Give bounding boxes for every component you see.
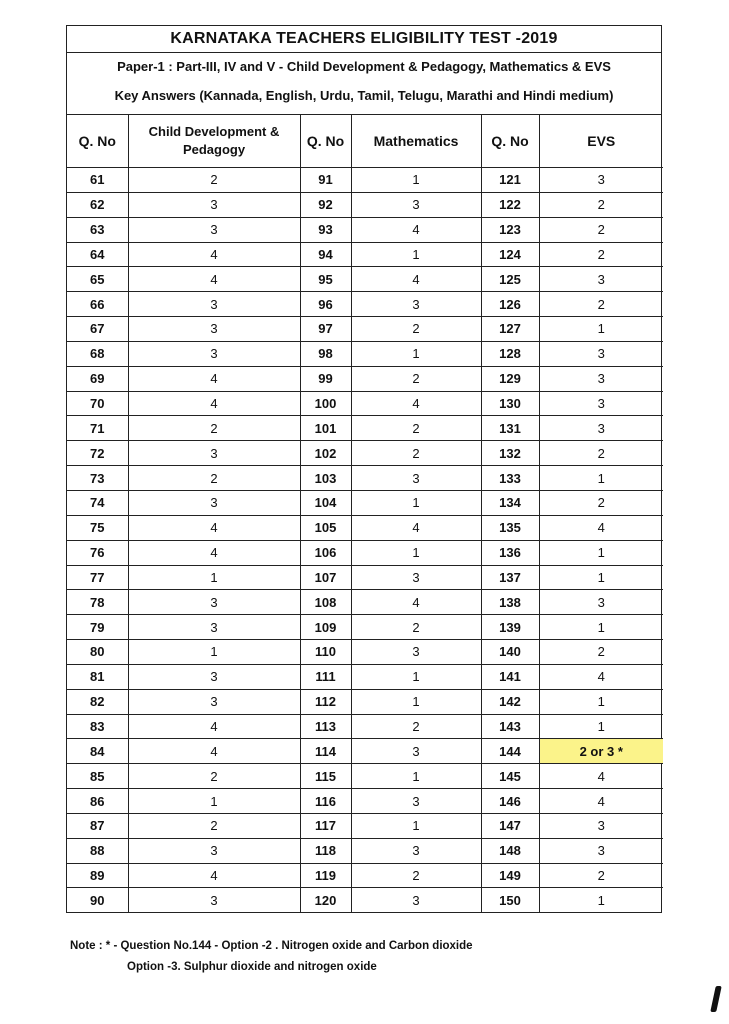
cell-qno-evs: 135: [481, 515, 539, 540]
cell-qno-cdp: 86: [67, 789, 128, 814]
answer-table: [67, 115, 663, 912]
cell-ans-evs: 1: [539, 565, 663, 590]
cell-qno-cdp: 72: [67, 441, 128, 466]
cell-qno-math: 95: [300, 267, 351, 292]
cell-ans-cdp: 4: [128, 242, 300, 267]
cell-ans-cdp: 1: [128, 565, 300, 590]
cell-ans-cdp: 3: [128, 317, 300, 342]
cell-qno-evs: 130: [481, 391, 539, 416]
cell-qno-evs: 132: [481, 441, 539, 466]
cell-qno-evs: 131: [481, 416, 539, 441]
cell-ans-evs: 4: [539, 515, 663, 540]
cell-ans-cdp: 2: [128, 168, 300, 193]
cell-ans-cdp: 4: [128, 366, 300, 391]
cell-ans-evs: 3: [539, 391, 663, 416]
cell-qno-math: 117: [300, 813, 351, 838]
cell-ans-math: 3: [351, 739, 481, 764]
cell-qno-math: 101: [300, 416, 351, 441]
cell-ans-evs: 2: [539, 192, 663, 217]
table-row: [67, 242, 663, 267]
cell-ans-cdp: 4: [128, 863, 300, 888]
cell-ans-cdp: 2: [128, 466, 300, 491]
cell-ans-evs: 1: [539, 540, 663, 565]
cell-qno-evs: 147: [481, 813, 539, 838]
cell-qno-evs: 145: [481, 764, 539, 789]
cell-qno-cdp: 61: [67, 168, 128, 193]
cell-qno-cdp: 62: [67, 192, 128, 217]
cell-qno-math: 105: [300, 515, 351, 540]
cell-ans-evs: 3: [539, 168, 663, 193]
cell-qno-math: 94: [300, 242, 351, 267]
cell-qno-cdp: 90: [67, 888, 128, 912]
cell-ans-evs: 2: [539, 863, 663, 888]
table-row: [67, 168, 663, 193]
cell-ans-math: 4: [351, 391, 481, 416]
paper-subtitle: Paper-1 : Part-III, IV and V - Child Development & Pedagogy, Mathematics & EVS: [117, 59, 611, 74]
cell-ans-math: 2: [351, 714, 481, 739]
cell-qno-cdp: 67: [67, 317, 128, 342]
cell-ans-cdp: 3: [128, 664, 300, 689]
cell-ans-math: 3: [351, 640, 481, 665]
cell-qno-cdp: 74: [67, 490, 128, 515]
cell-ans-evs: 1: [539, 317, 663, 342]
note-line-1: * - Question No.144 - Option -2 . Nitrogen oxide and Carbon dioxide: [105, 940, 473, 952]
cell-ans-math: 2: [351, 317, 481, 342]
table-row: [67, 416, 663, 441]
cell-qno-math: 97: [300, 317, 351, 342]
cell-ans-cdp: 2: [128, 764, 300, 789]
cell-qno-math: 98: [300, 341, 351, 366]
cell-ans-cdp: 4: [128, 391, 300, 416]
cell-ans-math: 2: [351, 366, 481, 391]
cell-qno-math: 96: [300, 292, 351, 317]
cell-qno-cdp: 75: [67, 515, 128, 540]
cell-ans-evs: 2: [539, 640, 663, 665]
cell-ans-evs: 1: [539, 714, 663, 739]
cell-qno-cdp: 77: [67, 565, 128, 590]
cell-ans-cdp: 4: [128, 267, 300, 292]
cell-ans-math: 1: [351, 689, 481, 714]
cell-qno-evs: 136: [481, 540, 539, 565]
table-row: [67, 615, 663, 640]
cell-qno-cdp: 68: [67, 341, 128, 366]
cell-ans-evs: 2: [539, 242, 663, 267]
table-row: [67, 341, 663, 366]
table-row: [67, 515, 663, 540]
cell-qno-cdp: 71: [67, 416, 128, 441]
cell-qno-math: 108: [300, 590, 351, 615]
cell-ans-cdp: 3: [128, 292, 300, 317]
cell-qno-math: 93: [300, 217, 351, 242]
cell-qno-math: 114: [300, 739, 351, 764]
cell-ans-math: 3: [351, 789, 481, 814]
cell-qno-math: 112: [300, 689, 351, 714]
cell-ans-math: 2: [351, 615, 481, 640]
cell-ans-evs: 1: [539, 888, 663, 912]
cell-ans-evs: 3: [539, 366, 663, 391]
cell-qno-cdp: 89: [67, 863, 128, 888]
cell-ans-math: 1: [351, 664, 481, 689]
table-row: [67, 466, 663, 491]
cell-qno-evs: 142: [481, 689, 539, 714]
cell-ans-cdp: 4: [128, 540, 300, 565]
cell-qno-math: 100: [300, 391, 351, 416]
cell-ans-evs-highlighted: 2 or 3 *: [539, 739, 663, 764]
cell-qno-cdp: 70: [67, 391, 128, 416]
header-child-development: Child Development & Pedagogy: [128, 115, 300, 168]
cell-qno-cdp: 88: [67, 838, 128, 863]
cell-ans-evs: 3: [539, 416, 663, 441]
cell-ans-evs: 3: [539, 590, 663, 615]
table-row: [67, 739, 663, 764]
cell-qno-math: 118: [300, 838, 351, 863]
note-line-2: Option -3. Sulphur dioxide and nitrogen oxide: [127, 961, 377, 973]
table-row: [67, 789, 663, 814]
cell-qno-evs: 122: [481, 192, 539, 217]
footnote: [70, 936, 473, 978]
cell-qno-math: 115: [300, 764, 351, 789]
cell-ans-math: 4: [351, 267, 481, 292]
note-label: Note :: [70, 940, 103, 952]
table-row: [67, 838, 663, 863]
cell-qno-evs: 148: [481, 838, 539, 863]
cell-ans-cdp: 4: [128, 515, 300, 540]
table-row: [67, 540, 663, 565]
cell-ans-cdp: 3: [128, 490, 300, 515]
header-qno-math: Q. No: [300, 115, 351, 168]
cell-ans-math: 4: [351, 515, 481, 540]
cell-ans-cdp: 3: [128, 590, 300, 615]
cell-ans-math: 3: [351, 466, 481, 491]
cell-ans-cdp: 3: [128, 615, 300, 640]
cell-qno-math: 109: [300, 615, 351, 640]
table-row: [67, 590, 663, 615]
cell-ans-math: 3: [351, 565, 481, 590]
cell-ans-cdp: 4: [128, 739, 300, 764]
cell-ans-cdp: 3: [128, 838, 300, 863]
header-qno-evs: Q. No: [481, 115, 539, 168]
cell-ans-math: 3: [351, 888, 481, 912]
cell-ans-cdp: 3: [128, 217, 300, 242]
cell-qno-evs: 123: [481, 217, 539, 242]
cell-ans-evs: 1: [539, 466, 663, 491]
table-row: [67, 714, 663, 739]
cell-qno-math: 92: [300, 192, 351, 217]
key-answers-line: Key Answers (Kannada, English, Urdu, Tamil, Telugu, Marathi and Hindi medium): [67, 81, 661, 115]
cell-qno-evs: 144: [481, 739, 539, 764]
cell-ans-cdp: 1: [128, 640, 300, 665]
cell-qno-cdp: 66: [67, 292, 128, 317]
table-row: [67, 441, 663, 466]
cell-qno-evs: 137: [481, 565, 539, 590]
header-qno-cdp: Q. No: [67, 115, 128, 168]
cell-ans-evs: 2: [539, 441, 663, 466]
table-row: [67, 689, 663, 714]
cell-ans-evs: 4: [539, 789, 663, 814]
table-row: [67, 217, 663, 242]
cell-ans-math: 3: [351, 838, 481, 863]
cell-ans-evs: 2: [539, 217, 663, 242]
cell-qno-math: 116: [300, 789, 351, 814]
cell-qno-cdp: 69: [67, 366, 128, 391]
cell-ans-math: 3: [351, 192, 481, 217]
cell-ans-evs: 3: [539, 813, 663, 838]
cell-qno-evs: 121: [481, 168, 539, 193]
cell-qno-math: 102: [300, 441, 351, 466]
page-title: KARNATAKA TEACHERS ELIGIBILITY TEST -2019: [67, 26, 661, 53]
cell-ans-math: 1: [351, 813, 481, 838]
cell-ans-evs: 4: [539, 764, 663, 789]
cell-qno-cdp: 65: [67, 267, 128, 292]
cell-qno-cdp: 83: [67, 714, 128, 739]
cell-ans-evs: 3: [539, 267, 663, 292]
cell-ans-cdp: 3: [128, 341, 300, 366]
scan-mark: [710, 986, 722, 1012]
table-row: [67, 764, 663, 789]
table-row: [67, 565, 663, 590]
cell-qno-cdp: 82: [67, 689, 128, 714]
cell-qno-evs: 133: [481, 466, 539, 491]
cell-qno-math: 113: [300, 714, 351, 739]
cell-qno-math: 91: [300, 168, 351, 193]
table-row: [67, 664, 663, 689]
cell-qno-evs: 146: [481, 789, 539, 814]
table-row: [67, 391, 663, 416]
cell-ans-math: 1: [351, 341, 481, 366]
cell-ans-math: 4: [351, 217, 481, 242]
cell-qno-cdp: 64: [67, 242, 128, 267]
cell-qno-evs: 143: [481, 714, 539, 739]
cell-qno-evs: 149: [481, 863, 539, 888]
cell-qno-evs: 126: [481, 292, 539, 317]
cell-ans-math: 2: [351, 416, 481, 441]
table-header-row: [67, 115, 663, 168]
table-row: [67, 863, 663, 888]
cell-ans-cdp: 2: [128, 416, 300, 441]
cell-qno-math: 103: [300, 466, 351, 491]
cell-ans-math: 1: [351, 490, 481, 515]
header-evs: EVS: [539, 115, 663, 168]
cell-ans-cdp: 3: [128, 888, 300, 912]
cell-qno-math: 99: [300, 366, 351, 391]
cell-qno-cdp: 73: [67, 466, 128, 491]
cell-qno-cdp: 78: [67, 590, 128, 615]
cell-qno-math: 119: [300, 863, 351, 888]
cell-qno-cdp: 76: [67, 540, 128, 565]
cell-qno-evs: 150: [481, 888, 539, 912]
answer-key-sheet: [66, 25, 662, 913]
table-row: [67, 192, 663, 217]
cell-ans-cdp: 4: [128, 714, 300, 739]
cell-ans-evs: 1: [539, 689, 663, 714]
cell-qno-math: 111: [300, 664, 351, 689]
cell-ans-cdp: 3: [128, 441, 300, 466]
cell-qno-evs: 134: [481, 490, 539, 515]
cell-ans-math: 2: [351, 863, 481, 888]
cell-ans-math: 1: [351, 764, 481, 789]
cell-qno-cdp: 80: [67, 640, 128, 665]
table-row: [67, 366, 663, 391]
table-row: [67, 292, 663, 317]
cell-ans-evs: 2: [539, 292, 663, 317]
cell-qno-math: 110: [300, 640, 351, 665]
cell-ans-evs: 2: [539, 490, 663, 515]
cell-qno-evs: 129: [481, 366, 539, 391]
cell-ans-math: 1: [351, 242, 481, 267]
cell-qno-math: 120: [300, 888, 351, 912]
cell-ans-math: 3: [351, 292, 481, 317]
table-row: [67, 317, 663, 342]
cell-ans-cdp: 3: [128, 689, 300, 714]
cell-qno-evs: 124: [481, 242, 539, 267]
cell-ans-math: 4: [351, 590, 481, 615]
cell-ans-evs: 1: [539, 615, 663, 640]
table-row: [67, 640, 663, 665]
cell-ans-evs: 3: [539, 341, 663, 366]
cell-ans-math: 1: [351, 168, 481, 193]
cell-ans-evs: 3: [539, 838, 663, 863]
table-row: [67, 813, 663, 838]
header-mathematics: Mathematics: [351, 115, 481, 168]
cell-ans-cdp: 3: [128, 192, 300, 217]
cell-qno-evs: 128: [481, 341, 539, 366]
cell-qno-cdp: 63: [67, 217, 128, 242]
cell-qno-evs: 141: [481, 664, 539, 689]
cell-qno-evs: 125: [481, 267, 539, 292]
table-row: [67, 267, 663, 292]
cell-qno-math: 104: [300, 490, 351, 515]
cell-qno-cdp: 79: [67, 615, 128, 640]
cell-qno-cdp: 81: [67, 664, 128, 689]
cell-ans-cdp: 1: [128, 789, 300, 814]
cell-ans-math: 2: [351, 441, 481, 466]
cell-ans-cdp: 2: [128, 813, 300, 838]
cell-ans-evs: 4: [539, 664, 663, 689]
cell-qno-cdp: 84: [67, 739, 128, 764]
table-row: [67, 888, 663, 912]
answer-table-body: [67, 168, 663, 913]
cell-qno-math: 107: [300, 565, 351, 590]
cell-qno-evs: 127: [481, 317, 539, 342]
cell-qno-evs: 140: [481, 640, 539, 665]
cell-qno-math: 106: [300, 540, 351, 565]
cell-qno-cdp: 85: [67, 764, 128, 789]
table-row: [67, 490, 663, 515]
cell-qno-cdp: 87: [67, 813, 128, 838]
cell-qno-evs: 138: [481, 590, 539, 615]
cell-ans-math: 1: [351, 540, 481, 565]
cell-qno-evs: 139: [481, 615, 539, 640]
